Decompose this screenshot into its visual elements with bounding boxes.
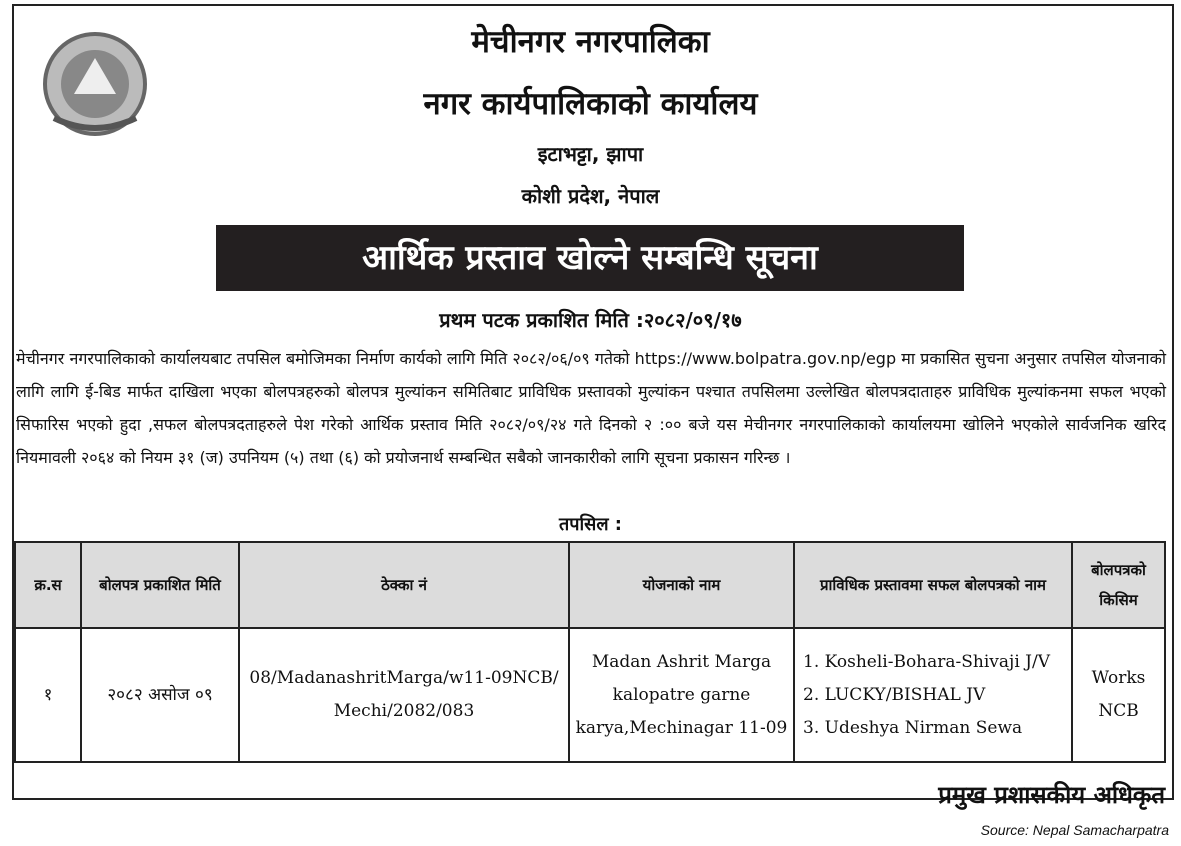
office-name: नगर कार्यपालिकाको कार्यालय [423,86,758,122]
table-header-row [15,542,1165,628]
col-contract-no: ठेक्का नं [239,542,569,628]
cell-date: २०८२ असोज ०९ [81,628,239,762]
table-row [15,628,1165,762]
col-sn: क्र.स [15,542,81,628]
project-line: karya,Mechinagar 11-09 [575,717,788,738]
contract-line: Mechi/2082/083 [333,701,475,721]
cell-type [1072,628,1165,762]
municipality-name: मेचीनगर नगरपालिका [471,24,710,60]
details-heading: तपसिल : [559,514,622,535]
type-line: NCB [1098,701,1139,721]
signature-title: प्रमुख प्रशासकीय अधिकृत [938,781,1165,809]
project-line: kalopatre garne [612,684,751,705]
notice-body: मेचीनगर नगरपालिकाको कार्यालयबाट तपसिल बमोजिमका निर्माण कार्यको लागि मिति २०८२/०६/०९ गतेको https://www.bolpatra.gov.np/egp मा प्रकासित सुचना अनुसार तपसिल योजनाको लागि लागि ई-बिड मार्फत दाखिला भएका बोलपत्रहरुको बोलपत्र मुल्यांकन समितिबाट प्राविधिक प्रस्तावको मुल्यांकन पश्चात तपसिलमा उल्लेखित बोलपत्रदाताहरु प्राविधिक मुल्यांकनमा सफल भएको सिफारिस भएको हुदा ,सफल बोलपत्रदताहरुले पेश गरेको आर्थिक प्रस्ताव मिति २०८२/०९/२४ गते दिनको २ :०० बजे यस मेचीनगर नगरपालिकाको कार्यालयमा खोलिने भएकोले सार्वजनिक खरिद नियमावली २०६४ को नियम ३१ (ज) उपनियम (५) तथा (६) को प्रयोजनार्थ सम्बन्धित सबैको जानकारीको लागि सूचना प्रकासन गरिन्छ । [16,349,1166,467]
col-project-name: योजनाको नाम [569,542,794,628]
province-line: कोशी प्रदेश, नेपाल [521,184,660,208]
address-line: इटाभट्टा, झापा [537,142,644,166]
cell-sn: १ [15,628,81,762]
bidder: 1. Kosheli-Bohara-Shivaji J/V [803,651,1050,672]
cell-bidders [794,628,1072,762]
bidder: 2. LUCKY/BISHAL JV [803,684,986,705]
source-credit: Source: Nepal Samacharpatra [980,822,1169,838]
project-line: Madan Ashrit Marga [591,651,772,672]
publish-date: प्रथम पटक प्रकाशित मिति :२०८२/०९/१७ [439,308,742,332]
cell-project [569,628,794,762]
col-successful-bidders: प्राविधिक प्रस्तावमा सफल बोलपत्रको नाम [794,542,1072,628]
col-bid-type: बोलपत्रको किसिम [1072,542,1165,628]
notice-title: आर्थिक प्रस्ताव खोल्ने सम्बन्धि सूचना [216,225,964,291]
cell-contract [239,628,569,762]
type-line: Works [1091,668,1146,688]
col-published-date: बोलपत्र प्रकाशित मिति [81,542,239,628]
contract-line: 08/MadanashritMarga/w11-09NCB/ [249,668,559,688]
details-table [14,541,1166,763]
bidder: 3. Udeshya Nirman Sewa [803,717,1023,738]
